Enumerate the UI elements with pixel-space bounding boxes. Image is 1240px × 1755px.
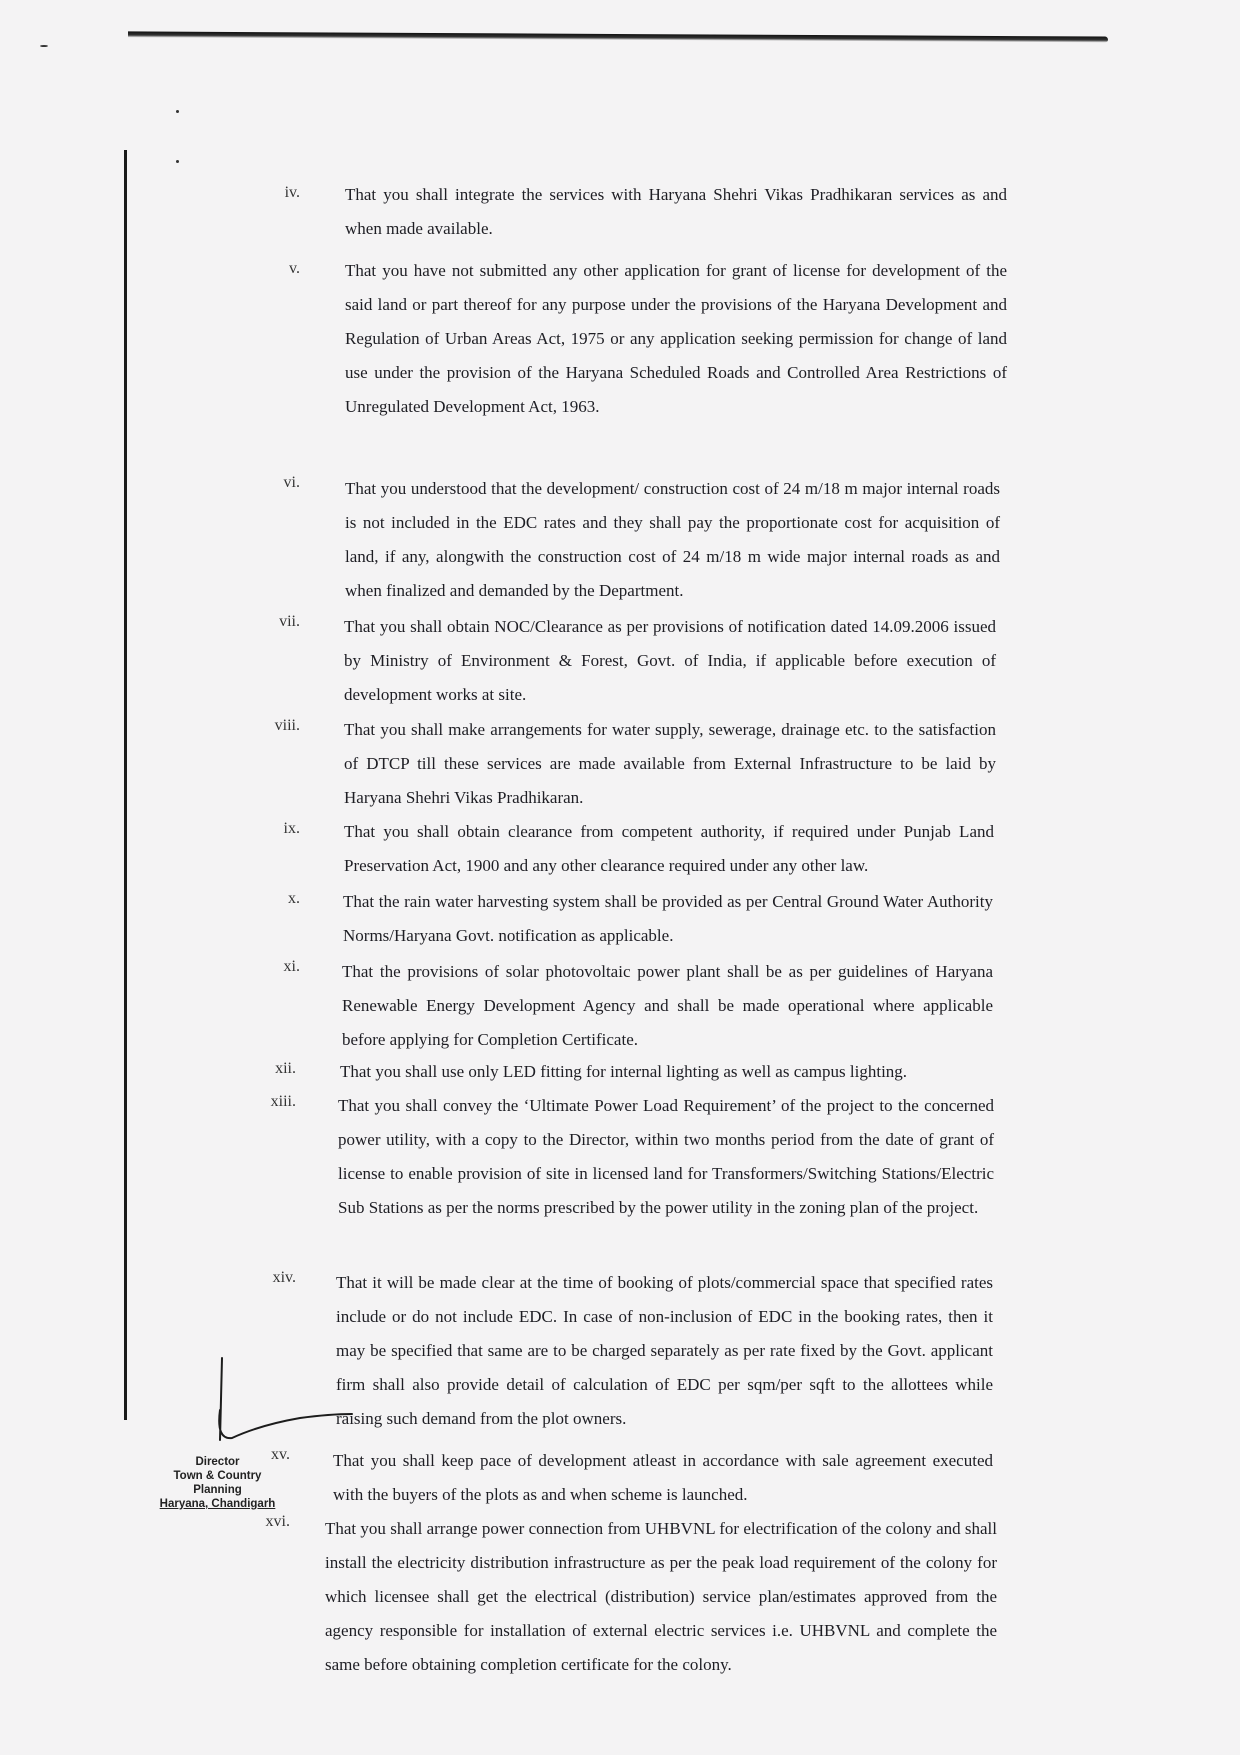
clause-text: That you shall integrate the services with Haryana Shehri Vikas Pradhikaran services as and when made available. <box>345 185 1007 238</box>
clause-number: xiv. <box>272 1269 296 1286</box>
clause-number: xv. <box>271 1446 290 1463</box>
clause-text: That it will be made clear at the time of booking of plots/commercial space that specified rates include or do not include EDC. In case of non-inclusion of EDC in the booking rates, then it may be specified that same are to be charged separately as per rate fixed by the Govt. applicant firm shall also provide detail of calculation of EDC per sqm/per sqft to the allottees while raising such demand from the plot owners. <box>336 1273 993 1428</box>
clause-number: vii. <box>279 613 300 630</box>
clause-text: That you shall convey the ‘Ultimate Power Load Requirement’ of the project to the concerned power utility, with a copy to the Director, within two months period from the date of grant of license to enable provision of site in licensed land for Transformers/Switching Stations/Electric Sub Stations as per the norms prescribed by the power utility in the zoning plan of the project. <box>338 1096 994 1217</box>
clause-number: xii. <box>275 1060 296 1077</box>
clause-number: vi. <box>283 474 300 491</box>
clause-number: viii. <box>274 717 300 734</box>
clause-number: iv. <box>284 184 300 201</box>
clause-number: x. <box>288 890 300 907</box>
stamp-department: Town & Country Planning <box>173 1470 262 1496</box>
clause-number: ix. <box>283 820 300 837</box>
clause-text: That you shall obtain NOC/Clearance as per provisions of notification dated 14.09.2006 issued by Ministry of Environment & Forest, Govt. of India, if applicable before execution of development works at site. <box>344 617 996 704</box>
official-stamp <box>150 1455 285 1511</box>
clause-text: That you shall make arrangements for water supply, sewerage, drainage etc. to the satisfaction of DTCP till these services are made available from External Infrastructure to be laid by Haryana Shehri Vikas Pradhikaran. <box>344 720 996 807</box>
stamp-location: Haryana, Chandigarh <box>159 1498 276 1510</box>
clause-number: v. <box>289 260 300 277</box>
stamp-designation: Director <box>195 1456 240 1468</box>
clause-text: That you understood that the development/ construction cost of 24 m/18 m major internal roads is not included in the EDC rates and they shall pay the proportionate cost for acquisition of land, if any, alongwith the construction cost of 24 m/18 m wide major internal roads as and when finalized and demanded by the Department. <box>345 479 1000 600</box>
clause-number: xiii. <box>270 1093 296 1110</box>
clause-text: That you shall use only LED fitting for internal lighting as well as campus lighting. <box>340 1062 908 1081</box>
clause-text: That you have not submitted any other application for grant of license for development of the said land or part thereof for any purpose under the provisions of the Haryana Development and Regulation of Urban Areas Act, 1975 or any application seeking permission for change of land use under the provision of the Haryana Scheduled Roads and Controlled Area Restrictions of Unregulated Development Act, 1963. <box>345 261 1007 416</box>
clause-number: xvi. <box>265 1513 290 1530</box>
clause-number: xi. <box>283 958 300 975</box>
clause-text: That you shall arrange power connection from UHBVNL for electrification of the colony and shall install the electricity distribution infrastructure as per the peak load requirement of the colony for which licensee shall get the electrical (distribution) service plan/estimates approved from the agency responsible for installation of external electric services i.e. UHBVNL and complete the same before obtaining completion certificate for the colony. <box>325 1519 997 1674</box>
clause-text: That you shall keep pace of development atleast in accordance with sale agreement executed with the buyers of the plots as and when scheme is launched. <box>333 1451 993 1504</box>
clause-text: That the rain water harvesting system shall be provided as per Central Ground Water Authority Norms/Haryana Govt. notification as applicable. <box>343 892 993 945</box>
clause-text: That the provisions of solar photovoltaic power plant shall be as per guidelines of Haryana Renewable Energy Development Agency and shall be made operational where applicable before applying for Completion Certificate. <box>342 962 993 1049</box>
clause-text: That you shall obtain clearance from competent authority, if required under Punjab Land Preservation Act, 1900 and any other clearance required under any other law. <box>344 822 994 875</box>
